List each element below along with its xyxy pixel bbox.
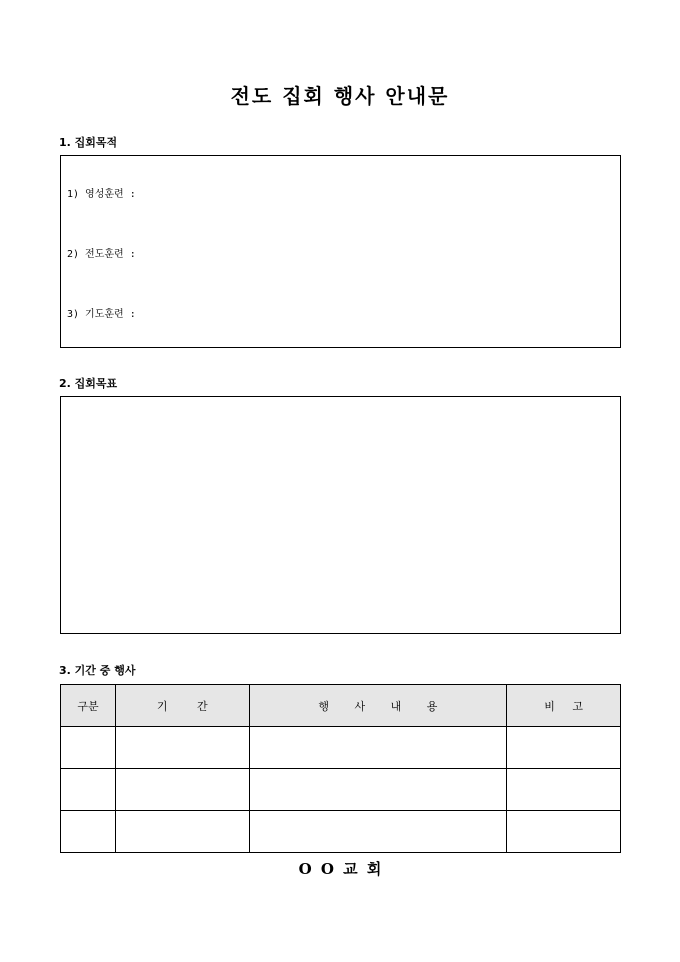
table-cell[interactable] xyxy=(115,811,249,853)
purpose-box xyxy=(60,155,621,348)
purpose-item-spiritual-training: 1) 영성훈련 : xyxy=(67,189,136,200)
table-row xyxy=(61,811,621,853)
table-row xyxy=(61,769,621,811)
schedule-heading: 3. 기간 중 행사 xyxy=(59,664,136,677)
table-cell[interactable] xyxy=(507,811,621,853)
table-row xyxy=(61,727,621,769)
table-cell[interactable] xyxy=(61,727,116,769)
table-cell[interactable] xyxy=(249,769,507,811)
goal-heading: 2. 집회목표 xyxy=(59,377,118,390)
table-cell[interactable] xyxy=(507,769,621,811)
goal-box xyxy=(60,396,621,634)
purpose-item-evangelism-training: 2) 전도훈련 : xyxy=(67,249,136,260)
purpose-item-prayer-training: 3) 기도훈련 : xyxy=(67,309,136,320)
column-header-category: 구분 xyxy=(61,685,116,727)
table-cell[interactable] xyxy=(249,727,507,769)
church-name-footer: O O 교 회 xyxy=(298,860,382,878)
document-title: 전도 집회 행사 안내문 xyxy=(230,84,450,108)
table-cell[interactable] xyxy=(507,727,621,769)
column-header-event-content: 행 사 내 용 xyxy=(249,685,507,727)
table-cell[interactable] xyxy=(115,769,249,811)
column-header-remarks: 비 고 xyxy=(507,685,621,727)
table-cell[interactable] xyxy=(249,811,507,853)
table-cell[interactable] xyxy=(61,811,116,853)
column-header-period: 기 간 xyxy=(115,685,249,727)
table-cell[interactable] xyxy=(115,727,249,769)
table-cell[interactable] xyxy=(61,769,116,811)
schedule-table xyxy=(60,684,621,853)
purpose-heading: 1. 집회목적 xyxy=(59,136,118,149)
schedule-header-row xyxy=(61,685,621,727)
